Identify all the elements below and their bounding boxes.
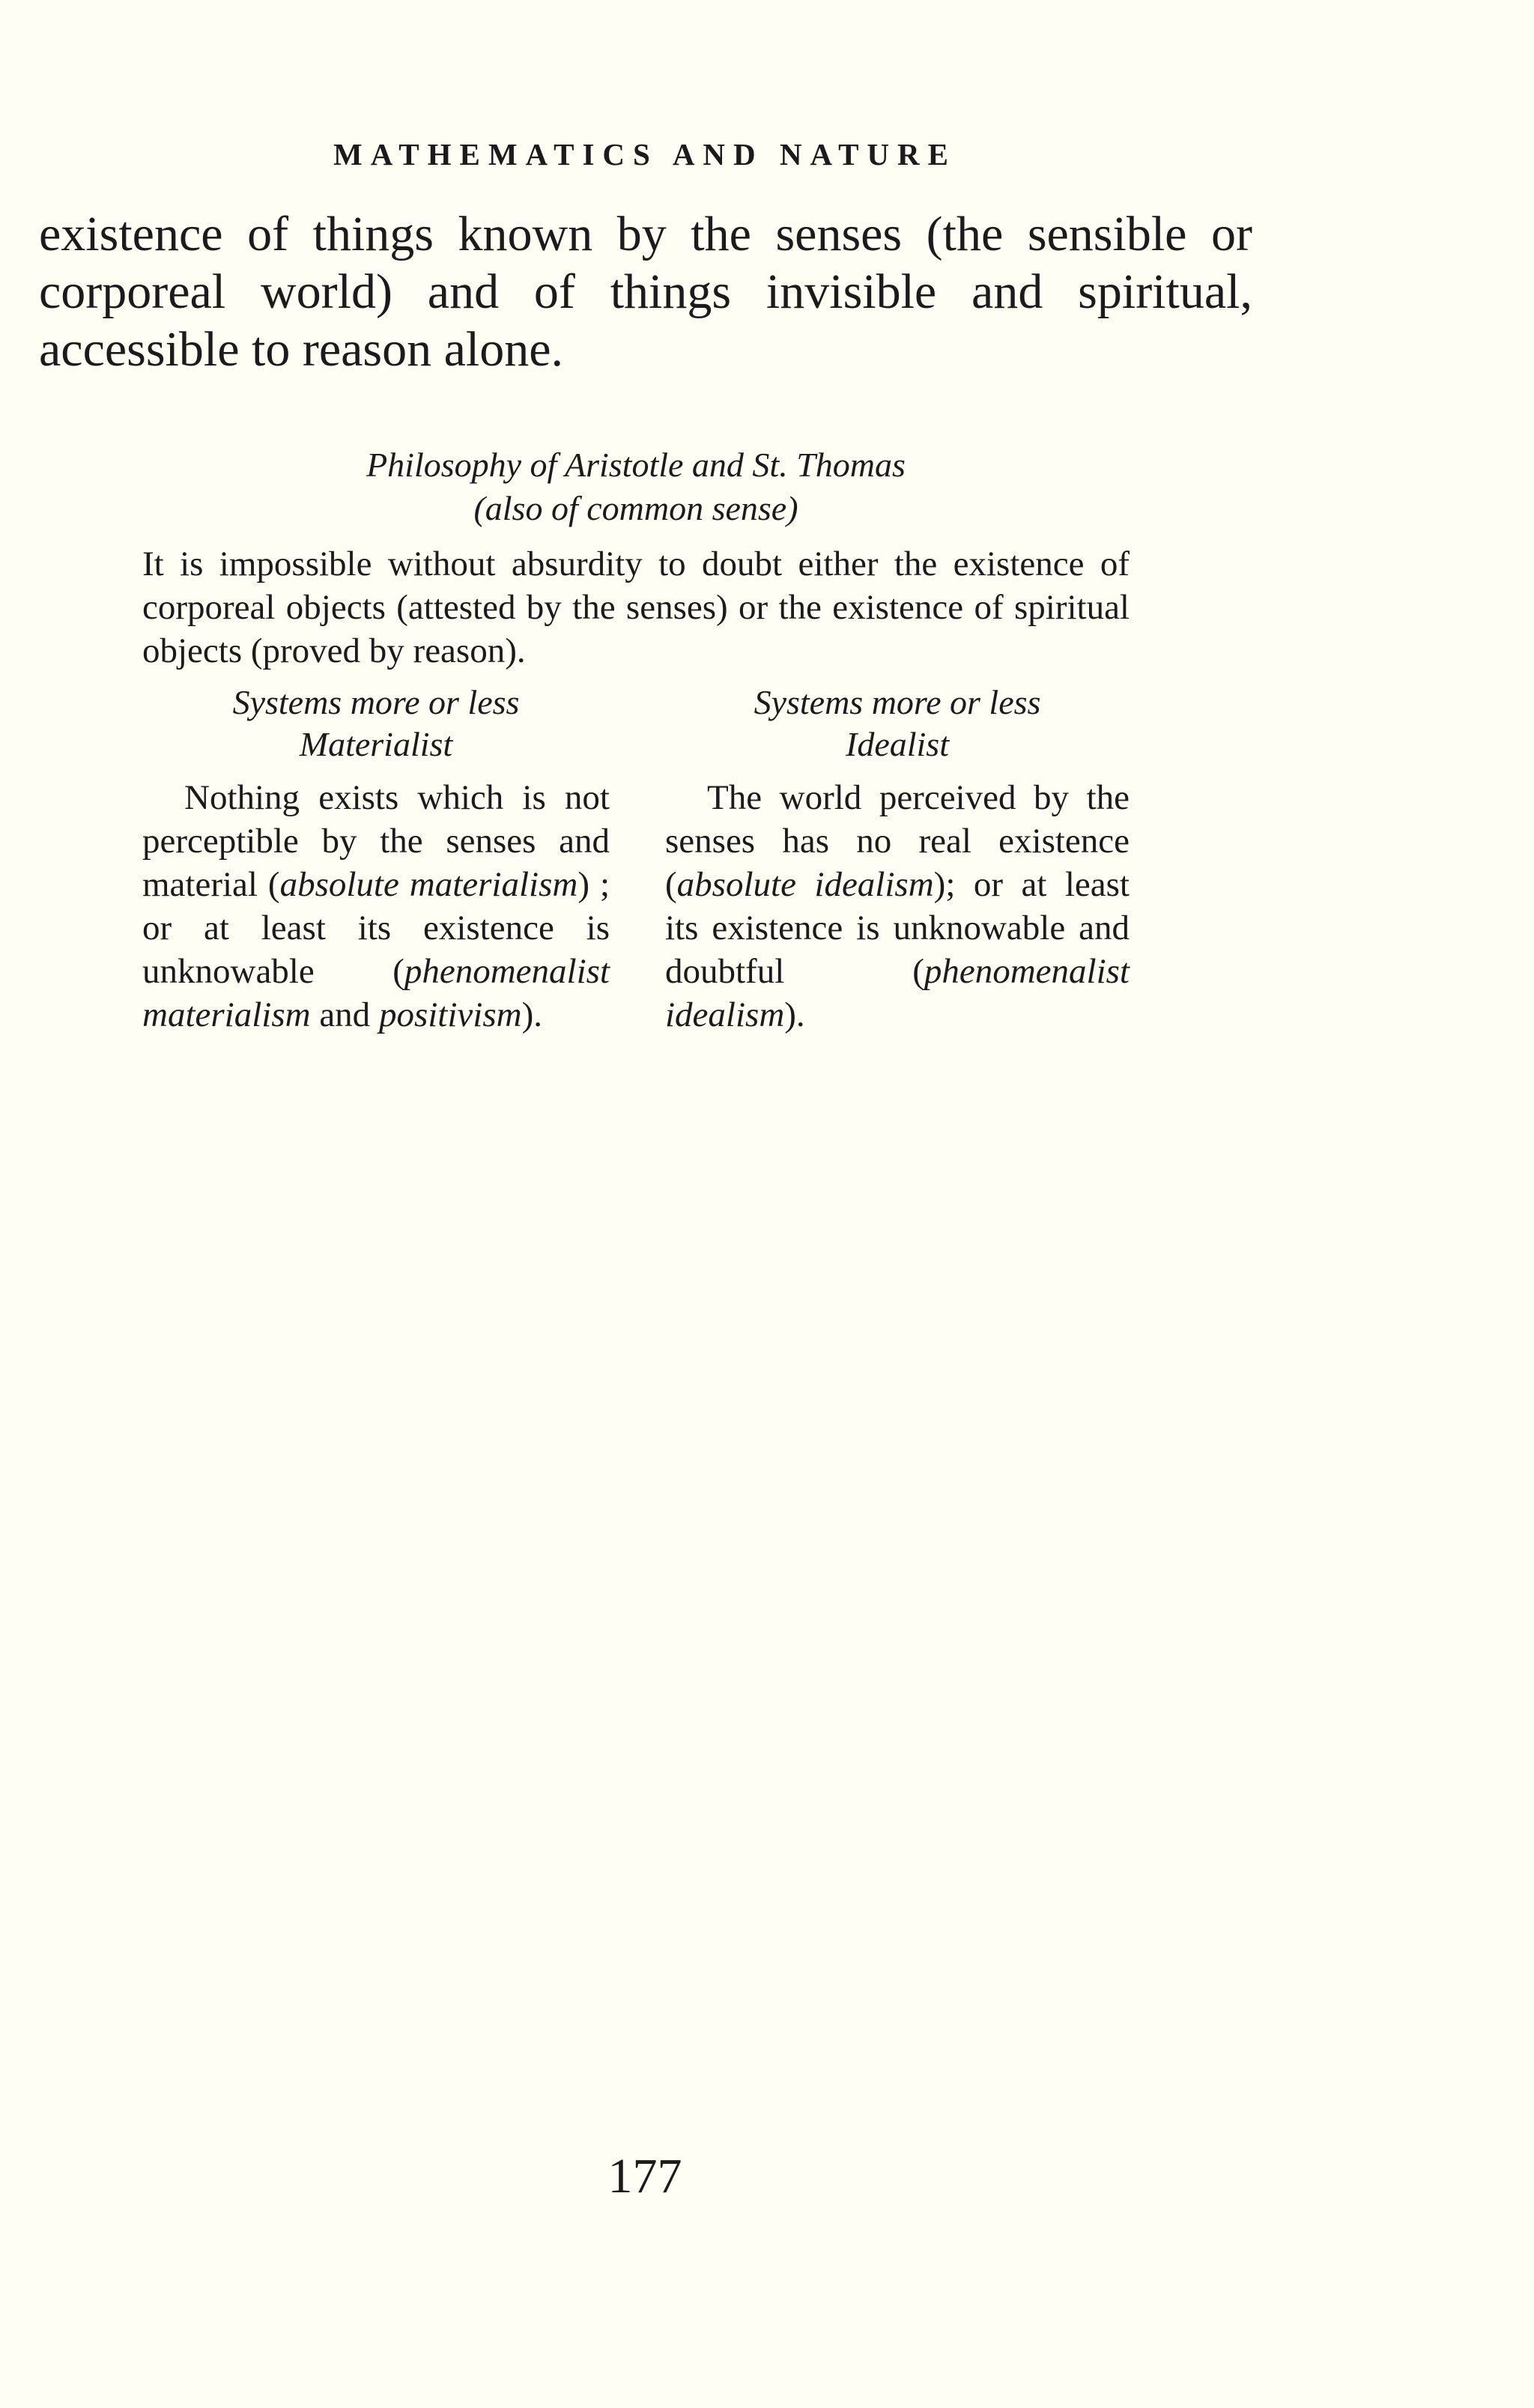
idealist-text-1: The world perceived by the senses has no real existence ( bbox=[665, 778, 1130, 904]
materialist-column bbox=[142, 682, 610, 1037]
diagram-center-paragraph: It is impossible without absurdity to doubt either the existence of corporeal objects (attested by the senses) or the existence of spiritual objects (proved by reason). bbox=[142, 545, 1130, 670]
idealist-column bbox=[665, 682, 1130, 1037]
idealist-paragraph bbox=[665, 776, 1130, 1037]
philosophy-diagram bbox=[142, 443, 1130, 1037]
idealist-body bbox=[665, 776, 1130, 1037]
diagram-title: Philosophy of Aristotle and St. Thomas bbox=[366, 446, 906, 484]
materialist-heading-line-1: Systems more or less bbox=[232, 683, 520, 721]
materialist-text-3: and bbox=[310, 995, 379, 1034]
idealist-term-absolute: absolute idealism bbox=[676, 865, 934, 904]
materialist-term-phenomenalist: phenomenalist materialism bbox=[142, 952, 610, 1034]
running-head: MATHEMATICS AND NATURE bbox=[333, 137, 957, 172]
materialist-text-4: ). bbox=[521, 995, 542, 1034]
idealist-heading-line-1: Systems more or less bbox=[754, 683, 1041, 721]
materialist-text-2: ) ; or at least its existence is unknowable ( bbox=[142, 865, 610, 991]
idealist-text-3: ). bbox=[784, 995, 805, 1034]
intro-paragraph: existence of things known by the senses (the sensible or corporeal world) and of things invisible and spiritual, accessible to reason alone. bbox=[39, 207, 1252, 377]
materialist-paragraph bbox=[142, 776, 610, 1037]
materialist-term-positivism: positivism bbox=[378, 995, 522, 1034]
diagram-subtitle: (also of common sense) bbox=[473, 489, 798, 527]
idealist-heading-line-2: Idealist bbox=[846, 725, 949, 763]
materialist-text-1: Nothing exists which is not perceptible by the senses and material ( bbox=[142, 778, 610, 904]
diagram-columns bbox=[142, 682, 1130, 1037]
page-number: 177 bbox=[607, 2149, 682, 2204]
materialist-body bbox=[142, 776, 610, 1037]
materialist-term-absolute: absolute materialism bbox=[279, 865, 578, 904]
idealist-text-2: ); or at least its existence is unknowable and doubtful ( bbox=[665, 865, 1130, 991]
idealist-term-phenomenalist: phenomenalist idealism bbox=[665, 952, 1130, 1034]
materialist-heading-line-2: Materialist bbox=[299, 725, 453, 763]
